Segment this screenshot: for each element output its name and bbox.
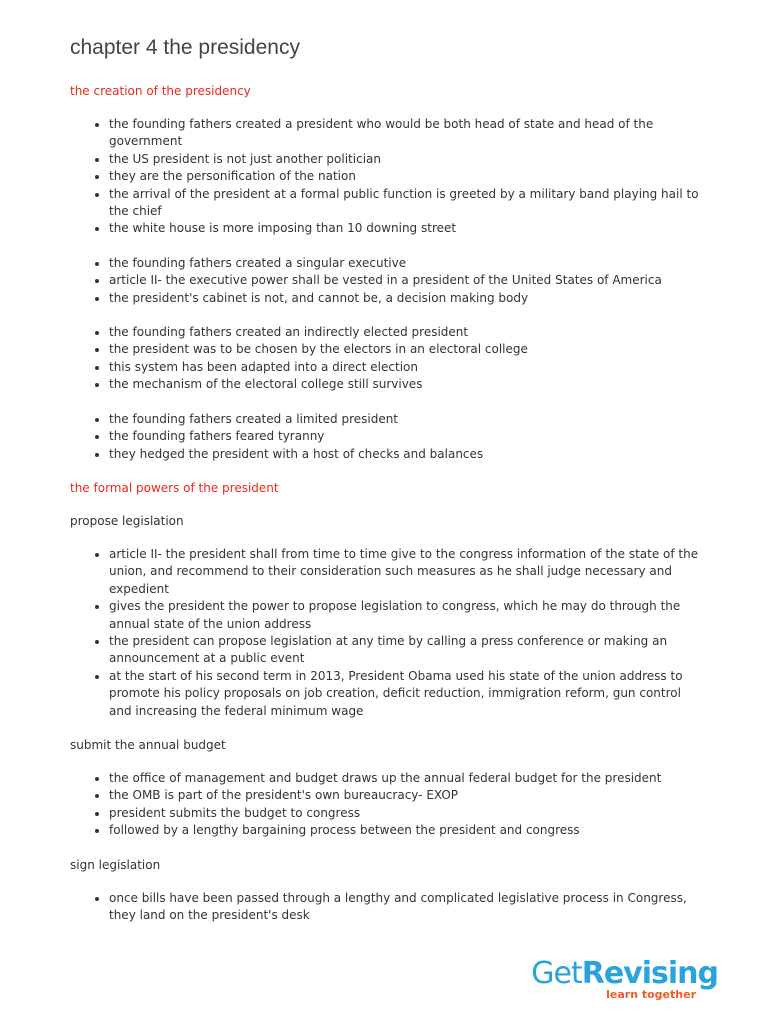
bullet-list [70, 255, 710, 307]
list-item: this system has been adapted into a direct election [109, 359, 710, 376]
subheading-annual-budget: submit the annual budget [70, 737, 226, 752]
page-title: chapter 4 the presidency [70, 36, 300, 59]
list-item: the mechanism of the electoral college still survives [109, 376, 710, 393]
document-page [70, 34, 710, 941]
getrevising-logo [531, 958, 718, 1001]
bullet-list [70, 324, 710, 394]
bullet-list [70, 890, 710, 925]
list-item: president submits the budget to congress [109, 805, 710, 822]
logo-tagline: learn together [606, 988, 696, 1001]
list-item: the US president is not just another politician [109, 151, 710, 168]
list-item: the founding fathers created a singular executive [109, 255, 710, 272]
subheading-sign-legislation: sign legislation [70, 857, 161, 872]
list-item: they are the personification of the nation [109, 168, 710, 185]
list-item: at the start of his second term in 2013, President Obama used his state of the union address to promote his policy proposals on job creation, deficit reduction, immigration reform, gun control and increasing the federal minimum wage [109, 668, 710, 720]
bullet-list [70, 411, 710, 463]
section-heading-creation: the creation of the presidency [70, 84, 251, 98]
list-item: the office of management and budget draws up the annual federal budget for the president [109, 770, 710, 787]
list-item: they hedged the president with a host of checks and balances [109, 446, 710, 463]
logo-part-revising: Revising [581, 956, 718, 991]
subheading-propose-legislation: propose legislation [70, 513, 184, 528]
list-item: followed by a lengthy bargaining process between the president and congress [109, 822, 710, 839]
bullet-list [70, 546, 710, 720]
list-item: the OMB is part of the president's own bureaucracy- EXOP [109, 787, 710, 804]
list-item: gives the president the power to propose legislation to congress, which he may do through the annual state of the union address [109, 598, 710, 633]
bullet-list [70, 770, 710, 840]
list-item: the founding fathers created a limited president [109, 411, 710, 428]
bullet-list [70, 116, 710, 238]
list-item: the president's cabinet is not, and cannot be, a decision making body [109, 290, 710, 307]
list-item: article II- the executive power shall be vested in a president of the United States of America [109, 272, 710, 289]
section-heading-formal-powers: the formal powers of the president [70, 480, 279, 495]
list-item: the founding fathers created a president who would be both head of state and head of the government [109, 116, 710, 151]
list-item: the president was to be chosen by the electors in an electoral college [109, 341, 710, 358]
list-item: the white house is more imposing than 10 downing street [109, 220, 710, 237]
list-item: the arrival of the president at a formal public function is greeted by a military band playing hail to the chief [109, 186, 710, 221]
list-item: once bills have been passed through a lengthy and complicated legislative process in Congress, they land on the president's desk [109, 890, 710, 925]
logo-wordmark [531, 958, 718, 990]
list-item: the president can propose legislation at any time by calling a press conference or making an announcement at a public event [109, 633, 710, 668]
list-item: the founding fathers feared tyranny [109, 428, 710, 445]
logo-part-get: Get [531, 956, 582, 991]
list-item: article II- the president shall from time to time give to the congress information of the state of the union, and recommend to their consideration such measures as he shall judge necessary and expedient [109, 546, 710, 598]
list-item: the founding fathers created an indirectly elected president [109, 324, 710, 341]
